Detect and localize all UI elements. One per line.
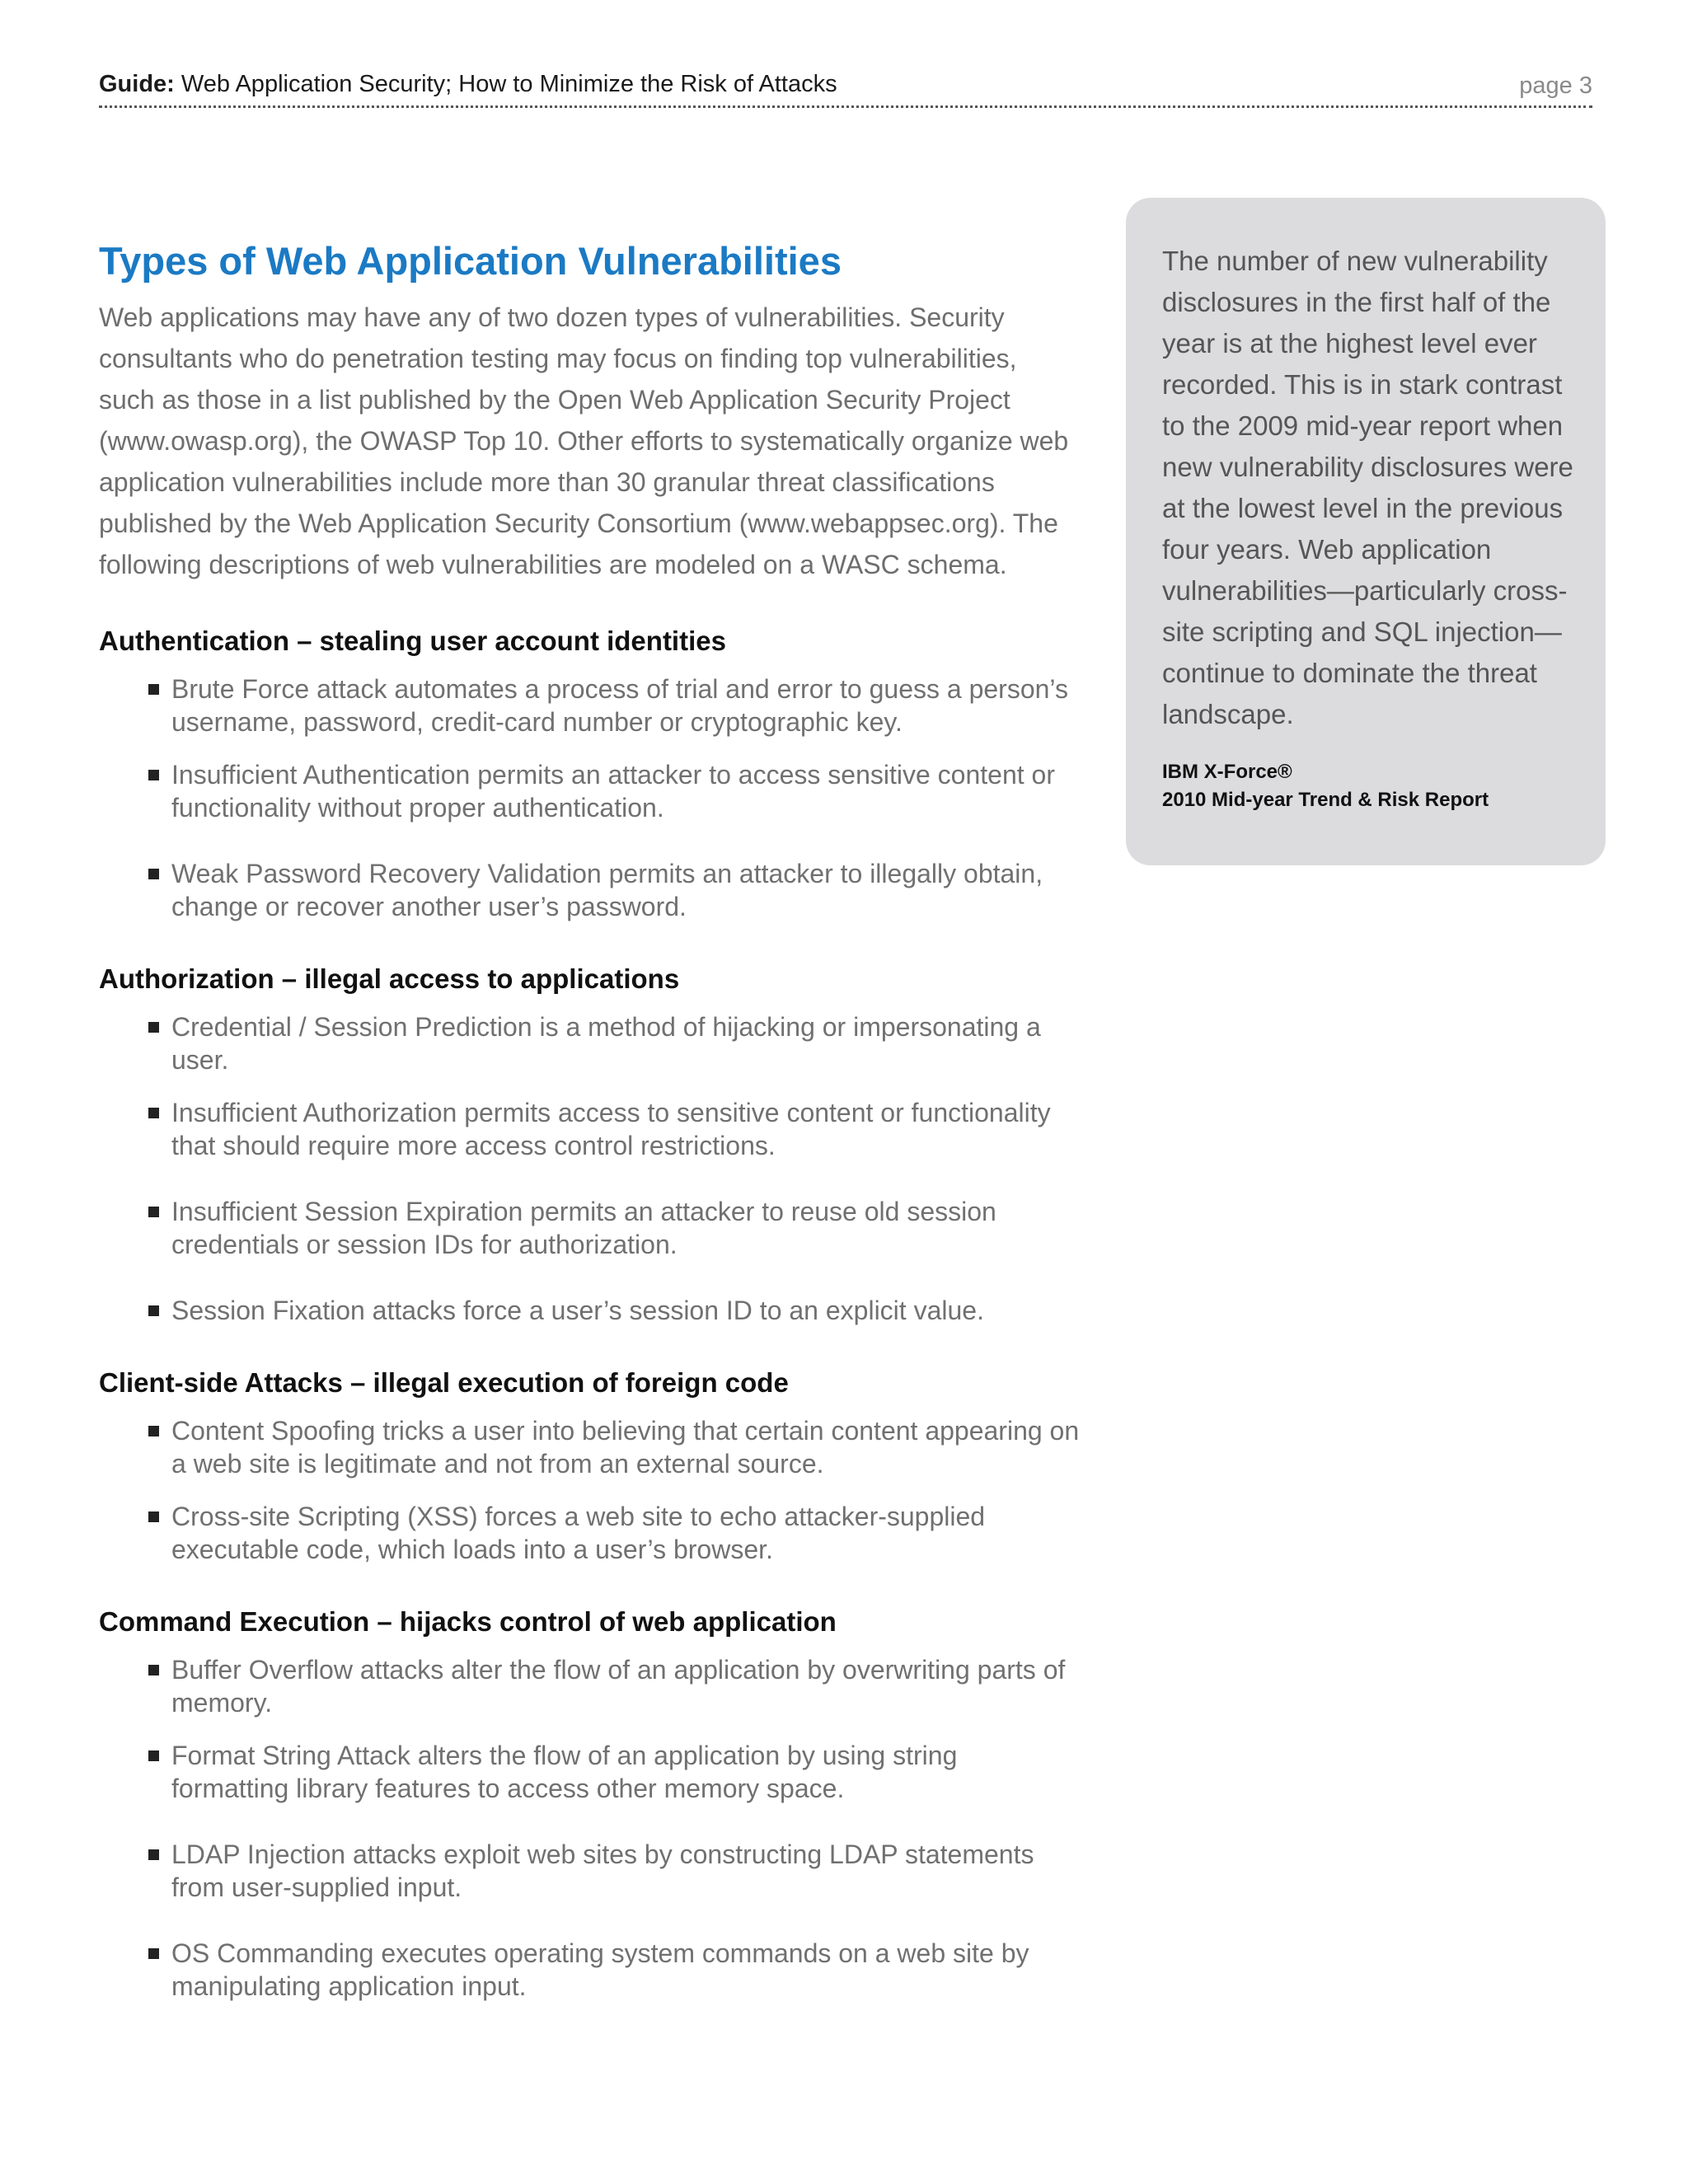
list-item	[99, 758, 1080, 824]
bullet-icon	[148, 1305, 159, 1316]
item-list	[99, 1653, 1080, 2003]
section-authentication	[99, 623, 1080, 923]
page-title: Types of Web Application Vulnerabilities	[99, 239, 842, 283]
bullet-icon	[148, 1108, 159, 1118]
item-text: Cross-site Scripting (XSS) forces a web site to echo attacker-supplied executable code, which loads into a user’s browser.	[171, 1502, 986, 1564]
intro-paragraph: Web applications may have any of two dozen types of vulnerabilities. Security consultants who do penetration testing may focus on finding top vulnerabilities, such as those in a list published by the Open Web Application Security Project (www.owasp.org), the OWASP Top 10. Other efforts to systematically organize web application vulnerabilities include more than 30 granular threat classifications published by the Web Application Security Consortium (www.webappsec.org). The following descriptions of web vulnerabilities are modeled on a WASC schema.	[99, 302, 1069, 579]
callout-quote: The number of new vulnerability disclosures in the first half of the year is at the highest level ever recorded. This is in stark contrast to the 2009 mid-year report when new vulnerability disclosures were at the lowest level in the previous four years. Web application vulnerabilities—particularly cross-site scripting and SQL injection—continue to dominate the threat landscape.	[1162, 246, 1573, 729]
item-text: Credential / Session Prediction is a method of hijacking or impersonating a user.	[171, 1012, 1041, 1075]
bullet-icon	[148, 1207, 159, 1217]
list-item	[99, 1838, 1080, 1904]
list-item	[99, 1937, 1080, 2003]
section-heading: Authentication – stealing user account identities	[99, 626, 726, 656]
item-text: Session Fixation attacks force a user’s session ID to an explicit value.	[171, 1296, 984, 1325]
list-item	[99, 1500, 1080, 1566]
item-text: Buffer Overflow attacks alter the flow of an application by overwriting parts of memory.	[171, 1655, 1066, 1718]
item-list	[99, 673, 1080, 923]
item-text: Format String Attack alters the flow of an application by using string formatting library features to access other memory space.	[171, 1741, 958, 1803]
item-text: Weak Password Recovery Validation permits an attacker to illegally obtain, change or recover another user’s password.	[171, 859, 1043, 921]
item-text: Insufficient Authentication permits an attacker to access sensitive content or functionality without proper authentication.	[171, 760, 1055, 823]
bullet-icon	[148, 869, 159, 879]
section-heading: Client-side Attacks – illegal execution of foreign code	[99, 1367, 789, 1398]
list-item	[99, 673, 1080, 738]
bullet-icon	[148, 1022, 159, 1033]
page-header	[99, 68, 1592, 108]
item-text: Insufficient Authorization permits access to sensitive content or functionality that should require more access control restrictions.	[171, 1098, 1051, 1160]
callout-attribution-org: IBM X-Force®	[1162, 761, 1292, 783]
section-client-side-attacks	[99, 1365, 1080, 1566]
bullet-icon	[148, 1665, 159, 1675]
section-heading: Authorization – illegal access to applications	[99, 963, 680, 994]
item-list	[99, 1010, 1080, 1327]
bullet-icon	[148, 1511, 159, 1522]
list-item	[99, 1414, 1080, 1480]
bullet-icon	[148, 1426, 159, 1436]
list-item	[99, 857, 1080, 923]
item-list	[99, 1414, 1080, 1566]
sidebar-callout	[1126, 198, 1606, 865]
bullet-icon	[148, 770, 159, 780]
bullet-icon	[148, 1948, 159, 1959]
item-text: Brute Force attack automates a process of trial and error to guess a person’s username, password, credit-card number or cryptographic key.	[171, 674, 1068, 737]
section-heading: Command Execution – hijacks control of web application	[99, 1606, 837, 1637]
guide-title: Web Application Security; How to Minimize the Risk of Attacks	[181, 71, 837, 97]
list-item	[99, 1010, 1080, 1076]
list-item	[99, 1096, 1080, 1162]
section-authorization	[99, 961, 1080, 1327]
guide-title-line	[99, 71, 837, 98]
callout-attribution-report: 2010 Mid-year Trend & Risk Report	[1162, 789, 1489, 811]
item-text: Insufficient Session Expiration permits an attacker to reuse old session credentials or session IDs for authorization.	[171, 1197, 996, 1259]
bullet-icon	[148, 1750, 159, 1761]
list-item	[99, 1195, 1080, 1261]
page-number: page 3	[1519, 73, 1592, 99]
list-item	[99, 1653, 1080, 1719]
item-text: LDAP Injection attacks exploit web sites by constructing LDAP statements from user-supplied input.	[171, 1840, 1034, 1902]
main-content	[99, 236, 1080, 2003]
bullet-icon	[148, 684, 159, 695]
item-text: OS Commanding executes operating system commands on a web site by manipulating application input.	[171, 1938, 1029, 2001]
item-text: Content Spoofing tricks a user into believing that certain content appearing on a web site is legitimate and not from an external source.	[171, 1416, 1080, 1479]
guide-label: Guide:	[99, 71, 175, 97]
list-item	[99, 1294, 1080, 1327]
list-item	[99, 1739, 1080, 1805]
section-command-execution	[99, 1604, 1080, 2003]
bullet-icon	[148, 1849, 159, 1860]
